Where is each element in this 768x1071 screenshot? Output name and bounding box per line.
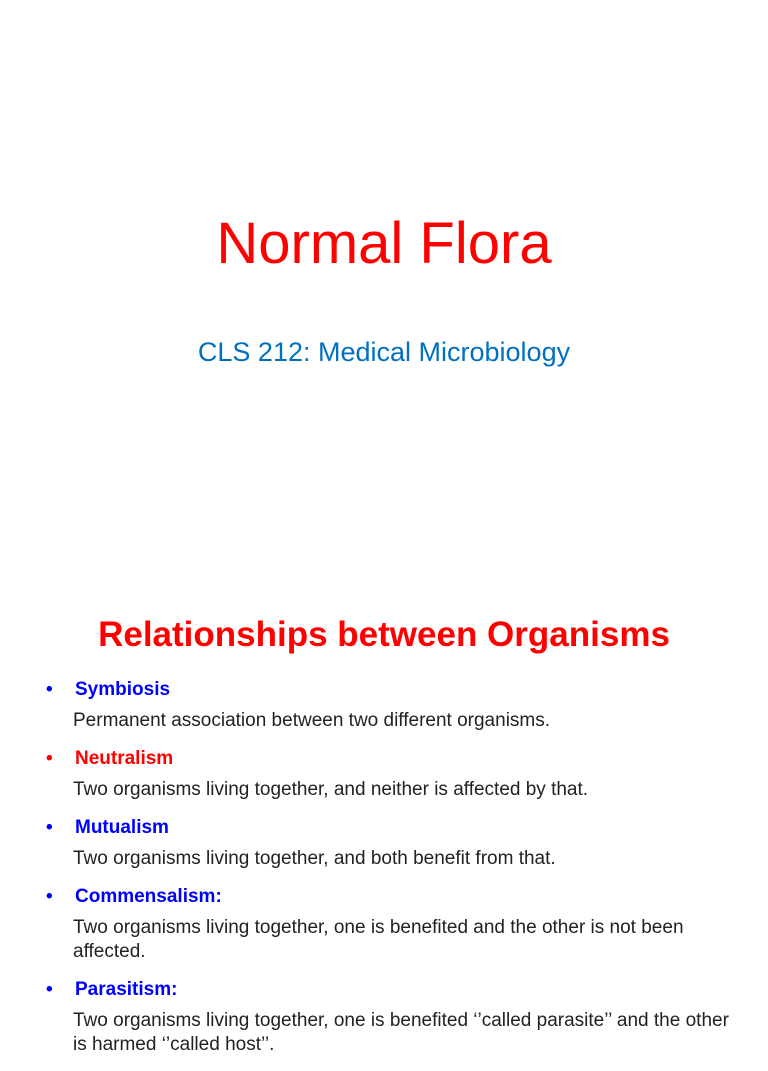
term-row <box>46 885 736 909</box>
section-title: Relationships between Organisms <box>98 615 670 654</box>
list-item <box>46 816 736 871</box>
term-commensalism: Commensalism: <box>75 886 222 907</box>
list-item <box>46 978 736 1057</box>
bullet-icon: • <box>46 979 53 1000</box>
slide-subtitle: CLS 212: Medical Microbiology <box>197 337 571 367</box>
bullet-icon: • <box>46 817 53 838</box>
slide-title: Normal Flora <box>216 211 552 276</box>
term-parasitism: Parasitism: <box>75 979 178 1000</box>
bullet-icon: • <box>46 886 53 907</box>
term-description: Two organisms living together, one is benefited ‘’called parasite’’ and the other is harmed ‘’called host’’. <box>73 1010 729 1055</box>
bullet-icon: • <box>46 679 53 700</box>
bullet-icon: • <box>46 748 53 769</box>
relationship-list <box>46 678 736 1071</box>
term-row <box>46 978 736 1002</box>
term-neutralism: Neutralism <box>75 748 174 769</box>
list-item <box>46 747 736 802</box>
term-symbiosis: Symbiosis <box>75 679 171 700</box>
term-description: Two organisms living together, and neither is affected by that. <box>73 779 589 800</box>
term-description: Permanent association between two different organisms. <box>73 710 551 731</box>
term-mutualism: Mutualism <box>75 817 169 838</box>
term-description: Two organisms living together, and both benefit from that. <box>73 848 556 869</box>
relationships-slide <box>0 576 768 1055</box>
term-description: Two organisms living together, one is benefited and the other is not been affected. <box>73 917 684 962</box>
term-row <box>46 816 736 840</box>
list-item <box>46 885 736 964</box>
term-row <box>46 678 736 702</box>
list-item <box>46 678 736 733</box>
term-row <box>46 747 736 771</box>
